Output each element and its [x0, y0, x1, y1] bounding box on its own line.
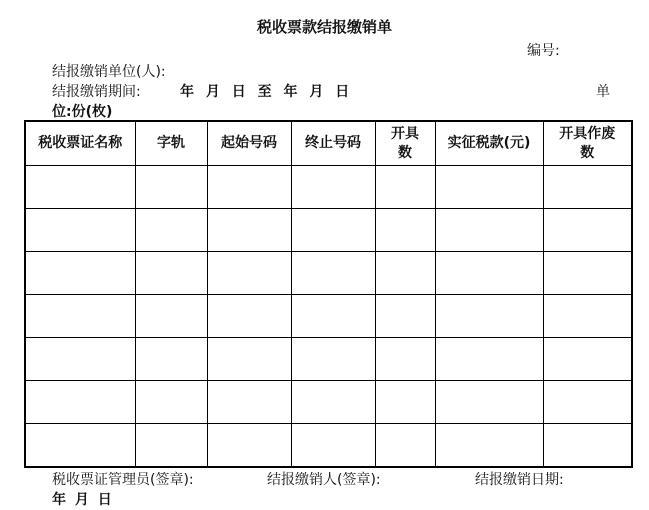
- table-cell[interactable]: [135, 209, 207, 252]
- table-cell[interactable]: [291, 424, 375, 468]
- table-cell[interactable]: [375, 295, 435, 338]
- table-cell[interactable]: [375, 424, 435, 468]
- tax-receipt-table: [24, 120, 633, 468]
- table-cell[interactable]: [435, 338, 543, 381]
- unit-label: 结报缴销单位(人):: [52, 64, 166, 80]
- table-row: [25, 295, 632, 338]
- table-cell[interactable]: [291, 252, 375, 295]
- table-cell[interactable]: [543, 295, 632, 338]
- serial-number-label: 编号:: [527, 43, 560, 59]
- table-cell[interactable]: [543, 209, 632, 252]
- table-cell[interactable]: [291, 295, 375, 338]
- table-cell[interactable]: [375, 252, 435, 295]
- table-row: [25, 209, 632, 252]
- clearer-signature-label: 结报缴销人(签章):: [267, 472, 381, 488]
- clearing-date-value: 年 月 日: [52, 492, 112, 508]
- col-header-start-number: 起始号码: [207, 121, 291, 166]
- table-cell[interactable]: [207, 252, 291, 295]
- table-cell[interactable]: [375, 338, 435, 381]
- table-cell[interactable]: [207, 166, 291, 209]
- table-row: [25, 252, 632, 295]
- clearing-date-label: 结报缴销日期:: [475, 472, 564, 488]
- table-cell[interactable]: [375, 209, 435, 252]
- manager-signature-label: 税收票证管理员(签章):: [52, 472, 194, 488]
- table-cell[interactable]: [135, 295, 207, 338]
- table-cell[interactable]: [291, 381, 375, 424]
- col-header-issued-count: 开具 数: [375, 121, 435, 166]
- table-cell[interactable]: [435, 252, 543, 295]
- table-cell[interactable]: [543, 252, 632, 295]
- document-title: 税收票款结报缴销单: [256, 18, 392, 36]
- table-row: [25, 338, 632, 381]
- col-header-voided-count: 开具作废 数: [543, 121, 632, 166]
- table-cell[interactable]: [543, 166, 632, 209]
- col-header-tax-amount: 实征税款(元): [435, 121, 543, 166]
- table-cell[interactable]: [435, 166, 543, 209]
- quantity-unit: 位:份(枚): [52, 104, 113, 120]
- table-cell[interactable]: [135, 252, 207, 295]
- period-label: 结报缴销期间:: [52, 84, 141, 100]
- col-header-end-number: 终止号码: [291, 121, 375, 166]
- table-row: [25, 424, 632, 468]
- table-cell[interactable]: [25, 252, 135, 295]
- table-cell[interactable]: [135, 381, 207, 424]
- table-cell[interactable]: [25, 209, 135, 252]
- table-cell[interactable]: [207, 295, 291, 338]
- table-cell[interactable]: [207, 424, 291, 468]
- table-cell[interactable]: [291, 338, 375, 381]
- table-cell[interactable]: [375, 166, 435, 209]
- table-cell[interactable]: [435, 295, 543, 338]
- table-cell[interactable]: [435, 424, 543, 468]
- period-dates: 年 月 日 至 年 月 日: [180, 84, 350, 100]
- table-cell[interactable]: [543, 338, 632, 381]
- table-row: [25, 381, 632, 424]
- table-cell[interactable]: [435, 381, 543, 424]
- table-cell[interactable]: [291, 209, 375, 252]
- table-header-row: [25, 121, 632, 166]
- table-cell[interactable]: [207, 209, 291, 252]
- table-cell[interactable]: [543, 381, 632, 424]
- table-cell[interactable]: [435, 209, 543, 252]
- table-cell[interactable]: [135, 424, 207, 468]
- table-cell[interactable]: [291, 166, 375, 209]
- table-row: [25, 166, 632, 209]
- table-cell[interactable]: [375, 381, 435, 424]
- table-cell[interactable]: [25, 295, 135, 338]
- table-cell[interactable]: [25, 424, 135, 468]
- table-cell[interactable]: [543, 424, 632, 468]
- table-cell[interactable]: [207, 338, 291, 381]
- table-cell[interactable]: [135, 166, 207, 209]
- unit-word: 单: [596, 84, 610, 100]
- table-cell[interactable]: [25, 381, 135, 424]
- table-cell[interactable]: [207, 381, 291, 424]
- table-cell[interactable]: [135, 338, 207, 381]
- table-cell[interactable]: [25, 338, 135, 381]
- col-header-receipt-name: 税收票证名称: [25, 121, 135, 166]
- table-cell[interactable]: [25, 166, 135, 209]
- col-header-series: 字轨: [135, 121, 207, 166]
